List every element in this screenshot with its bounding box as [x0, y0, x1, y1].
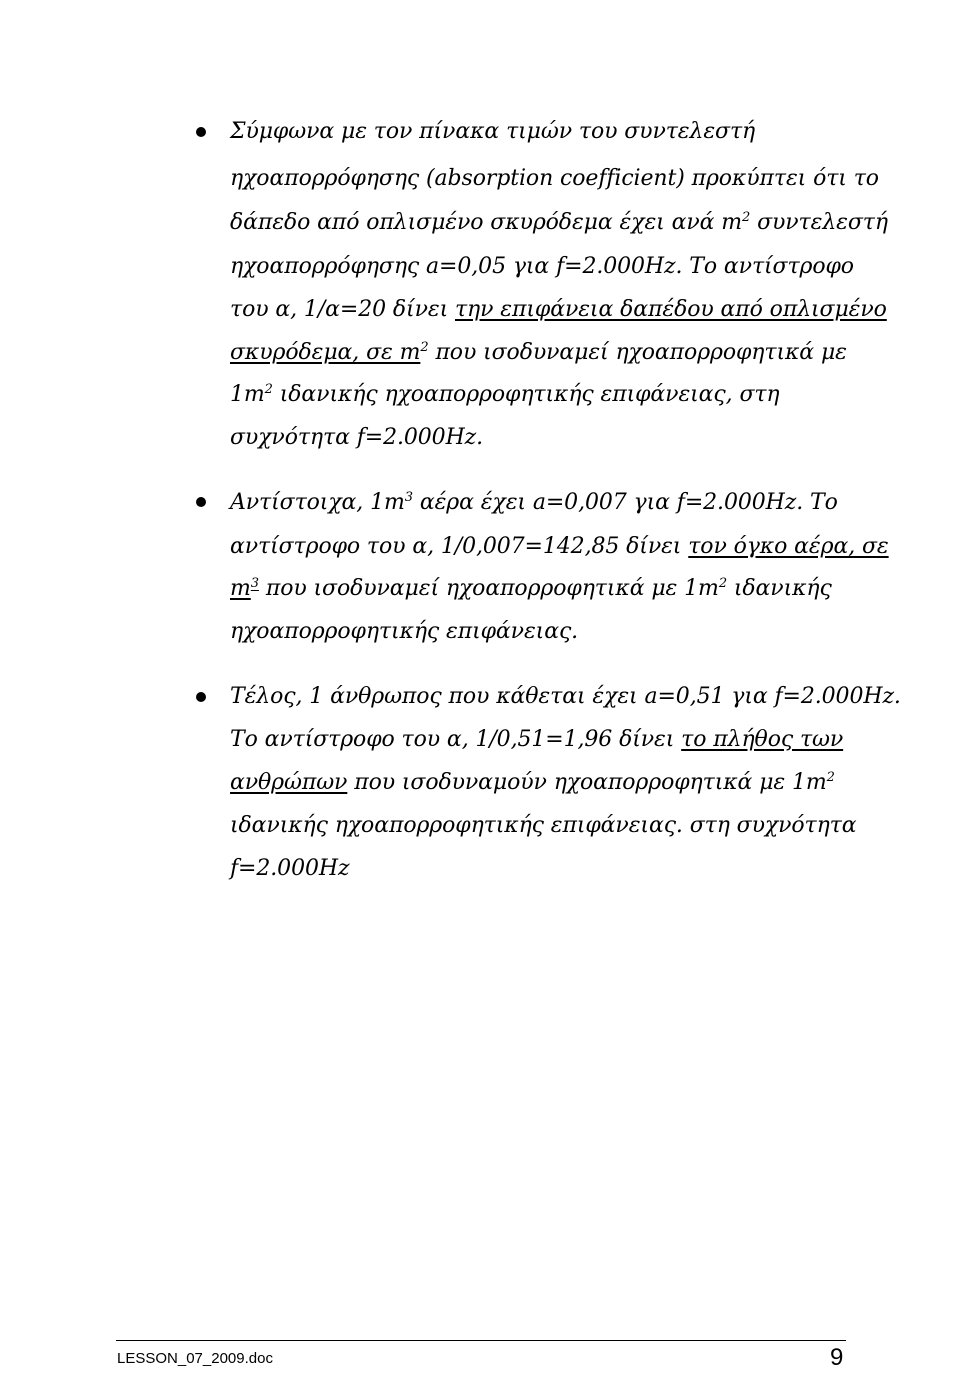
bullet-icon [196, 127, 206, 137]
text-line: ηχοαπορροφητικής επιφάνειας. [230, 619, 579, 644]
footer-divider [116, 1340, 846, 1341]
text-line: συχνότητα f=2.000Hz. [230, 425, 484, 450]
text-line: $m^3$ που ισοδυναμεί ηχοαπορροφητικά με $1m^2$ ιδανικής [230, 576, 832, 601]
bullet-icon [196, 692, 206, 702]
text-line: Σύμφωνα με τον πίνακα τιμών του συντελεστή [230, 119, 756, 144]
text-line: ιδανικής ηχοαπορροφητικής επιφάνειας. στη συχνότητα [230, 813, 857, 838]
text-line: Το αντίστροφο του α, 1/0,51=1,96 δίνει το πλήθος των [230, 727, 844, 752]
footer-page-number: 9 [830, 1344, 844, 1371]
text-line: $1m^2$ ιδανικής ηχοαπορροφητικής επιφάνειας, στη [230, 382, 780, 407]
text-line: Τέλος, 1 άνθρωπος που κάθεται έχει a=0,51 για f=2.000Hz. [230, 684, 901, 709]
text-line: αντίστροφο του α, 1/0,007=142,85 δίνει τον όγκο αέρα, σε [230, 534, 889, 559]
text-line: ηχοαπορρόφησης a=0,05 για f=2.000Hz. Το αντίστροφο [230, 254, 854, 279]
bullet-icon [196, 497, 206, 507]
text-line: του α, 1/α=20 δίνει την επιφάνεια δαπέδου από οπλισμένο [230, 297, 887, 322]
footer-filename: LESSON_07_2009.doc [117, 1350, 273, 1367]
text-line: ηχοαπορρόφησης (absorption coefficient) προκύπτει ότι το [230, 166, 879, 191]
text-line: Αντίστοιχα, $1m^3$ αέρα έχει a=0,007 για f=2.000Hz. Το [230, 490, 838, 515]
text-line: δάπεδο από οπλισμένο σκυρόδεμα έχει ανά $m^2$ συντελεστή [230, 210, 888, 235]
text-line: f=2.000Hz [230, 856, 350, 881]
text-line: ανθρώπων που ισοδυναμούν ηχοαπορροφητικά με $1m^2$ [230, 770, 835, 795]
text-line: σκυρόδεμα, σε $m^2$ που ισοδυναμεί ηχοαπορροφητικά με [230, 340, 847, 365]
